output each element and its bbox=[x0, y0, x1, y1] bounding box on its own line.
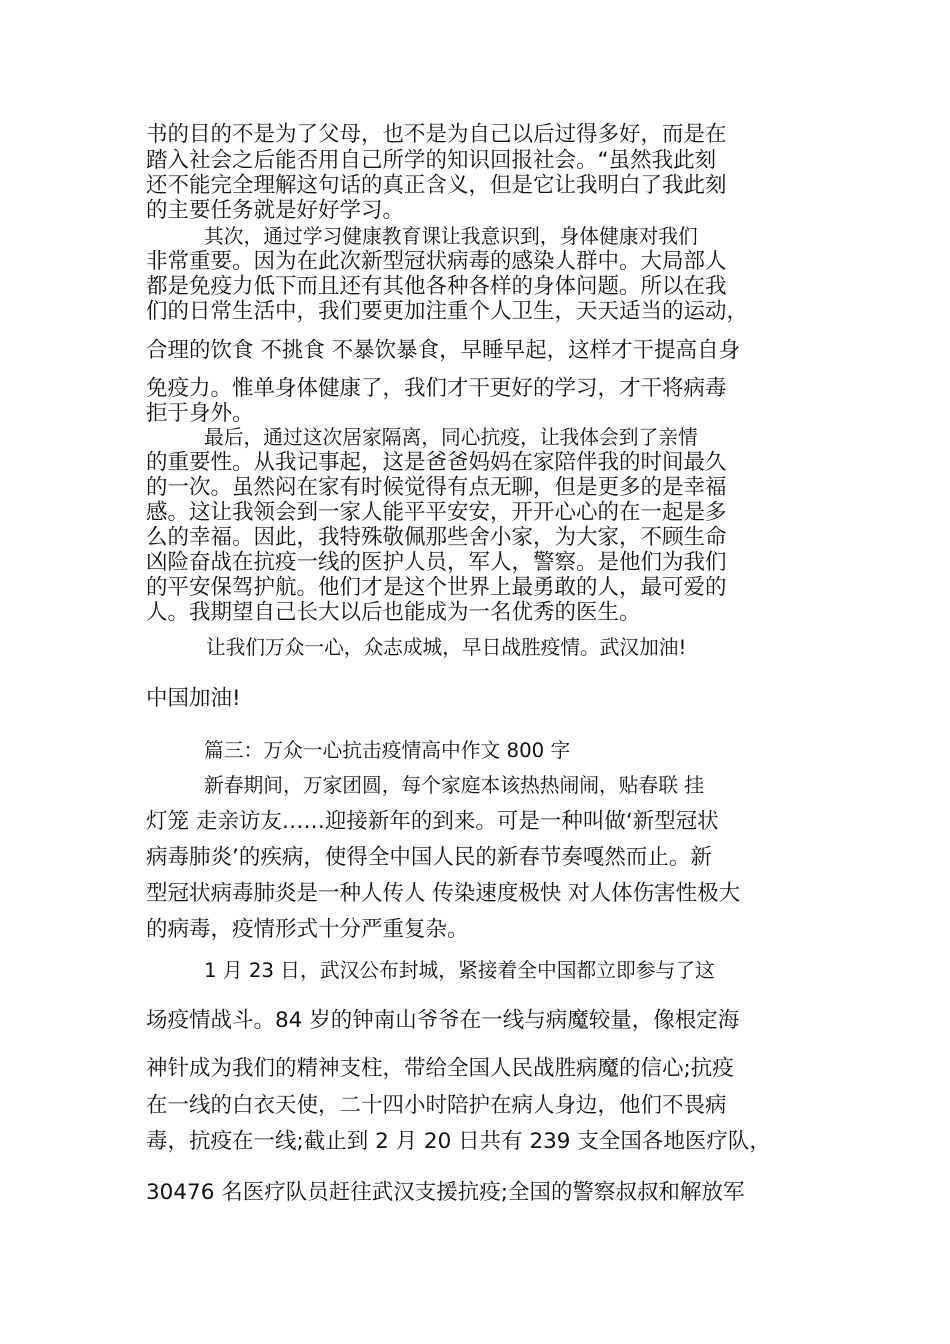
text-line: 书的目的不是为了父母，也不是为自己以后过得多好，而是在 bbox=[146, 122, 727, 147]
text-line: 的主要任务就是好好学习。 bbox=[146, 198, 405, 223]
text-line: 的一次。虽然闷在家有时候觉得有点无聊，但是更多的是幸福 bbox=[146, 475, 727, 500]
text-line: 么的幸福。因此，我特殊敬佩那些舍小家，为大家，不顾生命 bbox=[146, 525, 727, 550]
text-line: 让我们万众一心，众志成城，早日战胜疫情。武汉加油! bbox=[206, 636, 687, 659]
text-line: 免疫力。惟单身体健康了，我们才干更好的学习，才干将病毒 bbox=[146, 376, 727, 401]
text-line: 凶险奋战在抗疫一线的医护人员，军人，警察。是他们为我们 bbox=[146, 550, 727, 575]
text-line: 灯笼 走亲访友……迎接新年的到来。可是一种叫做‘新型冠状 bbox=[146, 809, 719, 834]
text-line: 神针成为我们的精神支柱，带给全国人民战胜病魔的信心;抗疫 bbox=[146, 1056, 734, 1081]
text-line: 们的日常生活中，我们要更加注重个人卫生，天天适当的运动， bbox=[146, 299, 749, 324]
text-line: 1 月 23 日，武汉公布封城，紧接着全中国都立即参与了这 bbox=[204, 959, 715, 982]
text-line: 最后，通过这次居家隔离，同心抗疫，让我体会到了亲情 bbox=[204, 426, 698, 449]
text-line: 感。这让我领会到一家人能平平安安，开开心心的在一起是多 bbox=[146, 500, 727, 525]
section-heading: 篇三：万众一心抗击疫情高中作文 800 字 bbox=[204, 739, 571, 762]
text-line: 踏入社会之后能否用自己所学的知识回报社会。“虽然我此刻 bbox=[146, 148, 717, 173]
text-line: 在一线的白衣天使，二十四小时陪护在病人身边，他们不畏病 bbox=[146, 1093, 727, 1118]
text-line: 都是免疫力低下而且还有其他各种各样的身体问题。所以在我 bbox=[146, 274, 727, 299]
text-line: 合理的饮食 不挑食 不暴饮暴食，早睡早起，这样才干提高自身 bbox=[146, 338, 741, 363]
text-line: 的平安保驾护航。他们才是这个世界上最勇敢的人，最可爱的 bbox=[146, 575, 727, 600]
text-line: 场疫情战斗。84 岁的钟南山爷爷在一线与病魔较量，像根定海 bbox=[146, 1008, 740, 1033]
text-line: 新春期间，万家团圆，每个家庭本该热热闹闹，贴春联 挂 bbox=[204, 774, 705, 797]
text-line: 30476 名医疗队员赶往武汉支援抗疫;全国的警察叔叔和解放军 bbox=[146, 1180, 745, 1205]
text-line: 还不能完全理解这句话的真正含义，但是它让我明白了我此刻 bbox=[146, 173, 727, 198]
text-line: 拒于身外。 bbox=[146, 401, 254, 426]
text-line: 的病毒，疫情形式十分严重复杂。 bbox=[146, 917, 469, 942]
text-line: 型冠状病毒肺炎是一种人传人 传染速度极快 对人体伤害性极大 bbox=[146, 881, 741, 906]
text-line: 中国加油! bbox=[146, 686, 241, 711]
text-line: 人。我期望自己长大以后也能成为一名优秀的医生。 bbox=[146, 600, 641, 625]
text-line: 病毒肺炎’的疾病，使得全中国人民的新春节奏嘎然而止。新 bbox=[146, 845, 712, 870]
text-line: 非常重要。因为在此次新型冠状病毒的感染人群中。大局部人 bbox=[146, 249, 727, 274]
text-line: 的重要性。从我记事起，这是爸爸妈妈在家陪伴我的时间最久 bbox=[146, 450, 727, 475]
text-line: 毒，抗疫在一线;截止到 2 月 20 日共有 239 支全国各地医疗队， bbox=[146, 1129, 771, 1154]
text-line: 其次，通过学习健康教育课让我意识到，身体健康对我们 bbox=[204, 225, 698, 248]
